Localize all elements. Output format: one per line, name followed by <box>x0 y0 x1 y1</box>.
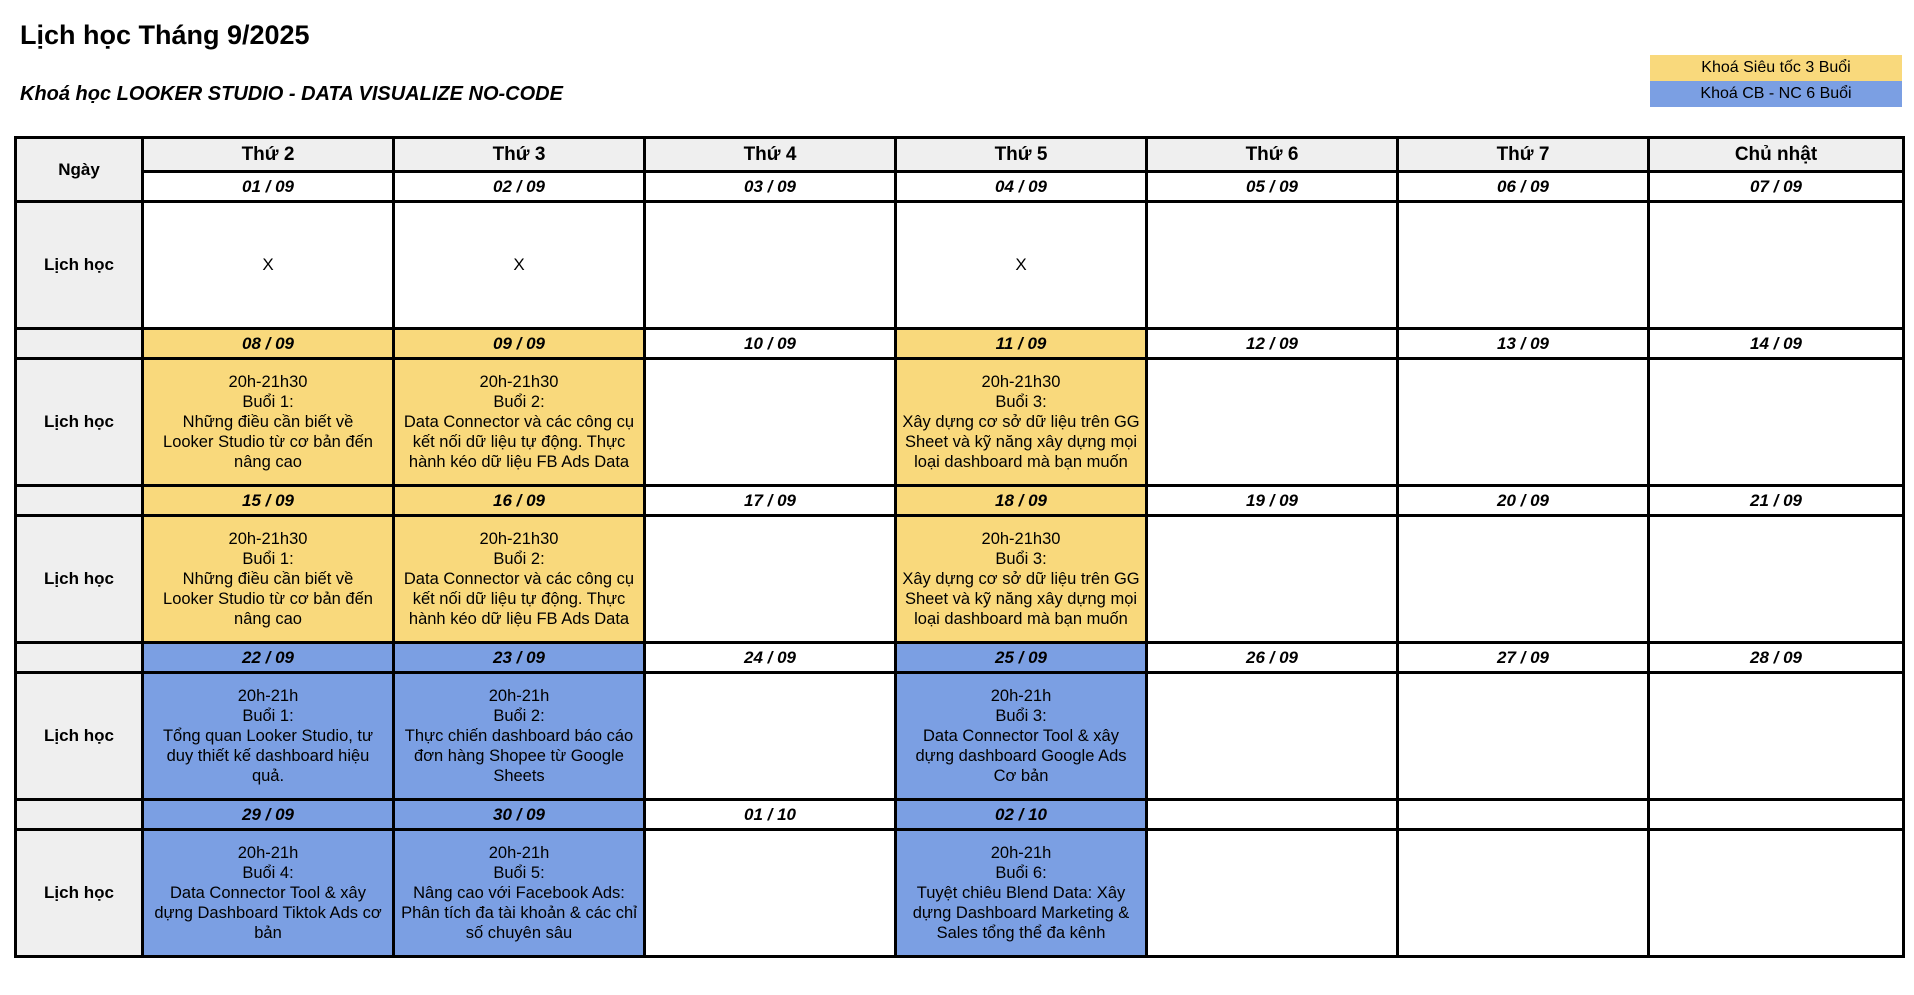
session-line: kết nối dữ liệu tự động. Thực <box>412 590 626 608</box>
date-cell: 27 / 09 <box>1398 643 1649 673</box>
session-line: loại dashboard mà bạn muốn <box>914 610 1128 628</box>
date-cell: 01 / 10 <box>645 800 896 830</box>
weekday-header: Thứ 3 <box>394 138 645 172</box>
legend <box>1650 55 1902 107</box>
session-cell <box>1147 516 1398 643</box>
session-line: Nâng cao với Facebook Ads: <box>413 884 625 902</box>
page-title: Lịch học Tháng 9/2025 <box>20 20 310 50</box>
session-text <box>395 372 643 472</box>
session-text <box>144 686 392 786</box>
date-cell <box>1398 800 1649 830</box>
legend-item-basic-advanced: Khoá CB - NC 6 Buổi <box>1650 81 1902 107</box>
session-line: Tổng quan Looker Studio, tư <box>162 727 374 745</box>
session-cell <box>1398 516 1649 643</box>
date-cell: 28 / 09 <box>1649 643 1904 673</box>
date-cell <box>1147 800 1398 830</box>
session-line: Buổi 2: <box>493 550 545 568</box>
session-cell <box>1147 673 1398 800</box>
session-line: 20h-21h30 <box>228 530 308 548</box>
session-cell <box>394 359 645 486</box>
session-line: Những điều cần biết về <box>182 570 354 588</box>
session-cell <box>143 516 394 643</box>
date-row <box>16 486 1904 516</box>
session-line: loại dashboard mà bạn muốn <box>914 453 1128 471</box>
session-line: X <box>513 255 525 274</box>
session-line: 20h-21h <box>990 844 1052 862</box>
date-cell: 25 / 09 <box>896 643 1147 673</box>
date-cell: 30 / 09 <box>394 800 645 830</box>
session-line: Buổi 3: <box>995 707 1047 725</box>
date-cell: 05 / 09 <box>1147 172 1398 202</box>
session-line: Looker Studio từ cơ bản đến <box>163 590 373 608</box>
session-cell <box>1649 202 1904 329</box>
session-line: Buổi 1: <box>242 707 294 725</box>
date-cell: 10 / 09 <box>645 329 896 359</box>
session-cell <box>1398 359 1649 486</box>
session-cell <box>1649 830 1904 957</box>
date-cell: 04 / 09 <box>896 172 1147 202</box>
session-text <box>144 372 392 472</box>
date-row-label <box>16 329 143 359</box>
date-row <box>16 643 1904 673</box>
session-line: X <box>1015 255 1027 274</box>
session-line: hành kéo dữ liệu FB Ads Data <box>408 453 630 471</box>
session-cell <box>1398 673 1649 800</box>
session-cell <box>1649 673 1904 800</box>
session-cell <box>645 202 896 329</box>
session-line: kết nối dữ liệu tự động. Thực <box>412 433 626 451</box>
session-text <box>897 843 1145 943</box>
session-line: 20h-21h30 <box>981 530 1061 548</box>
session-text <box>395 529 643 629</box>
schedule-table <box>14 136 1905 958</box>
session-line: 20h-21h <box>990 687 1052 705</box>
date-cell: 22 / 09 <box>143 643 394 673</box>
weekday-header: Thứ 7 <box>1398 138 1649 172</box>
session-cell <box>645 673 896 800</box>
schedule-label: Lịch học <box>16 830 143 957</box>
session-text <box>144 255 392 275</box>
date-cell: 13 / 09 <box>1398 329 1649 359</box>
session-line: dựng Dashboard Marketing & <box>912 904 1130 922</box>
date-cell: 23 / 09 <box>394 643 645 673</box>
session-line: quả. <box>251 767 285 785</box>
schedule-label: Lịch học <box>16 202 143 329</box>
session-line: Buổi 1: <box>242 393 294 411</box>
session-cell <box>143 673 394 800</box>
date-cell: 08 / 09 <box>143 329 394 359</box>
date-cell: 24 / 09 <box>645 643 896 673</box>
session-cell <box>645 359 896 486</box>
session-cell <box>896 516 1147 643</box>
schedule-row <box>16 673 1904 800</box>
session-line: duy thiết kế dashboard hiệu <box>166 747 370 765</box>
schedule-row <box>16 202 1904 329</box>
session-cell <box>143 202 394 329</box>
session-line: 20h-21h <box>237 687 299 705</box>
session-cell <box>1398 830 1649 957</box>
session-line: Buổi 3: <box>995 393 1047 411</box>
date-row-label <box>16 486 143 516</box>
session-line: Xây dựng cơ sở dữ liệu trên GG <box>902 413 1140 431</box>
session-line: Sheet và kỹ năng xây dựng mọi <box>904 590 1138 608</box>
session-text <box>395 255 643 275</box>
session-line: 20h-21h <box>237 844 299 862</box>
date-cell: 19 / 09 <box>1147 486 1398 516</box>
session-cell <box>394 673 645 800</box>
session-line: bản <box>254 924 282 942</box>
weekday-header: Thứ 4 <box>645 138 896 172</box>
session-line: Buổi 4: <box>242 864 294 882</box>
session-cell <box>645 516 896 643</box>
date-cell: 07 / 09 <box>1649 172 1904 202</box>
session-cell <box>896 202 1147 329</box>
session-cell <box>1147 359 1398 486</box>
session-line: X <box>262 255 274 274</box>
session-text <box>395 686 643 786</box>
schedule-row <box>16 830 1904 957</box>
date-cell: 21 / 09 <box>1649 486 1904 516</box>
session-cell <box>896 359 1147 486</box>
session-cell <box>143 830 394 957</box>
session-line: 20h-21h30 <box>981 373 1061 391</box>
session-text <box>897 255 1145 275</box>
session-cell <box>645 830 896 957</box>
date-cell: 02 / 10 <box>896 800 1147 830</box>
date-cell: 03 / 09 <box>645 172 896 202</box>
session-line: Buổi 5: <box>493 864 545 882</box>
session-line: Data Connector Tool & xây <box>170 884 366 902</box>
session-line: Buổi 1: <box>242 550 294 568</box>
session-line: Tuyệt chiêu Blend Data: Xây <box>916 884 1126 902</box>
date-cell: 02 / 09 <box>394 172 645 202</box>
session-line: Sales tổng thể đa kênh <box>936 924 1106 942</box>
session-line: Những điều cần biết về <box>182 413 354 431</box>
session-cell <box>1649 359 1904 486</box>
session-line: 20h-21h <box>488 687 550 705</box>
session-cell <box>1147 830 1398 957</box>
session-line: 20h-21h30 <box>479 373 559 391</box>
session-line: Xây dựng cơ sở dữ liệu trên GG <box>902 570 1140 588</box>
date-row <box>16 329 1904 359</box>
date-row-label <box>16 643 143 673</box>
date-row <box>16 800 1904 830</box>
weekday-header: Thứ 2 <box>143 138 394 172</box>
session-cell <box>896 673 1147 800</box>
session-cell <box>394 202 645 329</box>
date-cell: 20 / 09 <box>1398 486 1649 516</box>
session-line: Sheet và kỹ năng xây dựng mọi <box>904 433 1138 451</box>
date-cell: 26 / 09 <box>1147 643 1398 673</box>
schedule-label: Lịch học <box>16 673 143 800</box>
session-line: Buổi 2: <box>493 393 545 411</box>
date-cell: 09 / 09 <box>394 329 645 359</box>
session-line: dựng Dashboard Tiktok Ads cơ <box>154 904 382 922</box>
schedule-row <box>16 359 1904 486</box>
weekday-header: Thứ 6 <box>1147 138 1398 172</box>
session-cell <box>394 516 645 643</box>
session-cell <box>1649 516 1904 643</box>
session-cell <box>143 359 394 486</box>
session-text <box>897 372 1145 472</box>
date-cell: 06 / 09 <box>1398 172 1649 202</box>
date-cell: 11 / 09 <box>896 329 1147 359</box>
date-cell: 12 / 09 <box>1147 329 1398 359</box>
session-cell <box>1398 202 1649 329</box>
date-cell: 16 / 09 <box>394 486 645 516</box>
session-cell <box>896 830 1147 957</box>
date-cell: 18 / 09 <box>896 486 1147 516</box>
session-line: nâng cao <box>234 610 302 628</box>
weekday-header: Chủ nhật <box>1649 138 1904 172</box>
session-line: nâng cao <box>234 453 302 471</box>
session-line: Buổi 6: <box>995 864 1047 882</box>
session-text <box>395 843 643 943</box>
session-line: Sheets <box>493 767 545 785</box>
session-cell <box>394 830 645 957</box>
date-cell: 17 / 09 <box>645 486 896 516</box>
session-cell <box>1147 202 1398 329</box>
session-line: đơn hàng Shopee từ Google <box>414 747 624 765</box>
date-cell <box>1649 800 1904 830</box>
session-line: 20h-21h <box>488 844 550 862</box>
session-text <box>897 686 1145 786</box>
session-line: Cơ bản <box>993 767 1049 785</box>
session-line: hành kéo dữ liệu FB Ads Data <box>408 610 630 628</box>
session-line: 20h-21h30 <box>479 530 559 548</box>
date-row-label <box>16 800 143 830</box>
session-line: Buổi 3: <box>995 550 1047 568</box>
session-text <box>897 529 1145 629</box>
session-line: Phân tích đa tài khoản & các chỉ <box>401 904 637 922</box>
session-line: Data Connector và các công cụ <box>403 570 635 588</box>
date-cell: 15 / 09 <box>143 486 394 516</box>
schedule-row <box>16 516 1904 643</box>
schedule-label: Lịch học <box>16 516 143 643</box>
session-line: số chuyên sâu <box>465 924 573 942</box>
session-line: Looker Studio từ cơ bản đến <box>163 433 373 451</box>
date-row <box>16 172 1904 202</box>
session-line: Thực chiến dashboard báo cáo <box>404 727 634 745</box>
session-line: dựng dashboard Google Ads <box>915 747 1127 765</box>
course-subtitle: Khoá học LOOKER STUDIO - DATA VISUALIZE NO-CODE <box>20 83 563 105</box>
weekday-header: Thứ 5 <box>896 138 1147 172</box>
day-label: Ngày <box>16 138 143 202</box>
session-text <box>144 529 392 629</box>
session-line: Data Connector và các công cụ <box>403 413 635 431</box>
session-line: 20h-21h30 <box>228 373 308 391</box>
legend-item-express: Khoá Siêu tốc 3 Buổi <box>1650 55 1902 81</box>
weekday-header-row <box>16 138 1904 172</box>
session-text <box>144 843 392 943</box>
schedule-label: Lịch học <box>16 359 143 486</box>
date-cell: 29 / 09 <box>143 800 394 830</box>
date-cell: 01 / 09 <box>143 172 394 202</box>
session-line: Buổi 2: <box>493 707 545 725</box>
session-line: Data Connector Tool & xây <box>923 727 1119 745</box>
date-cell: 14 / 09 <box>1649 329 1904 359</box>
